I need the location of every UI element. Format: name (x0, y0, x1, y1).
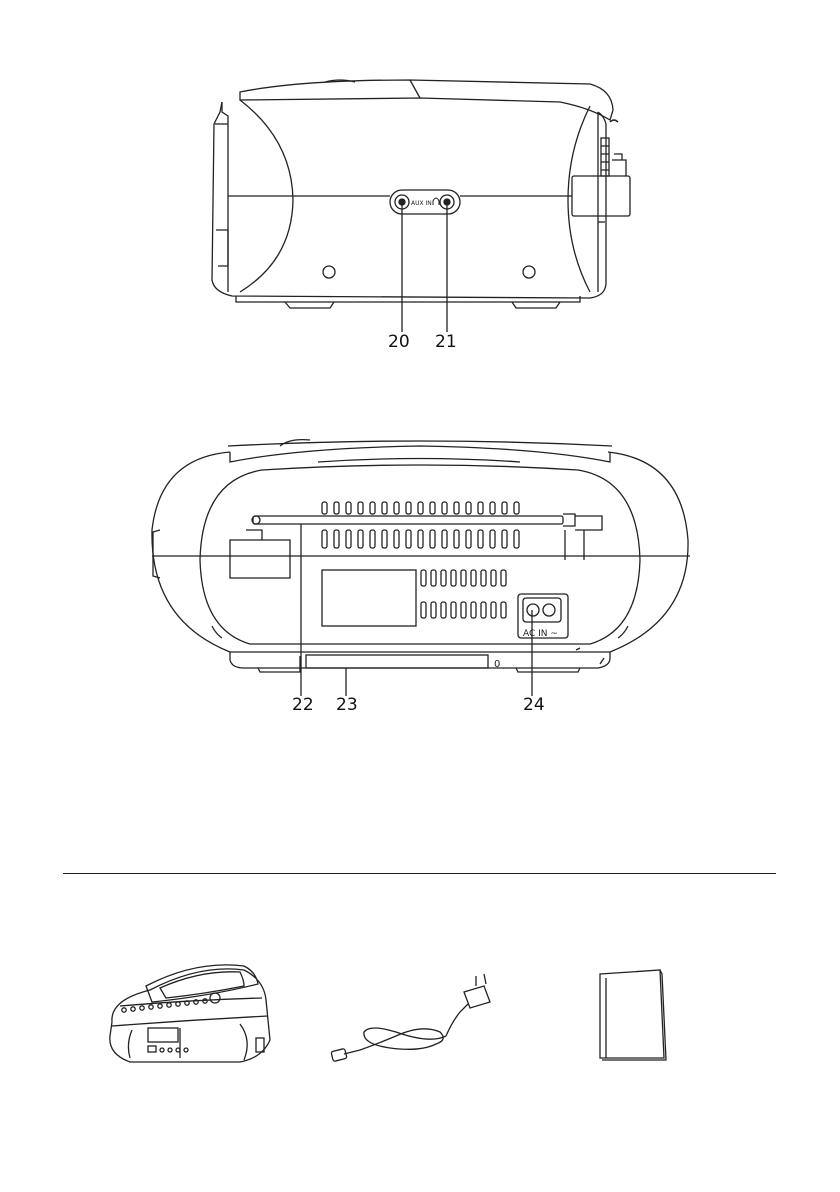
aux-in-label: AUX IN (411, 200, 432, 207)
jack-panel (390, 190, 460, 214)
section-divider (63, 873, 776, 874)
callout-20: 20 (388, 332, 410, 352)
ac-in-label: AC IN ~ (523, 629, 558, 639)
vent-slots-middle (322, 530, 519, 548)
ac-socket (518, 594, 568, 639)
side-leader-lines (402, 202, 447, 332)
callout-21: 21 (435, 332, 457, 352)
callout-23: 23 (336, 695, 358, 715)
callout-22: 22 (292, 695, 314, 715)
boombox-unit-illustration (110, 965, 270, 1062)
instruction-manual-illustration (600, 970, 666, 1060)
battery-door-mark: 0 (494, 659, 501, 670)
headphone-icon (433, 198, 439, 205)
vent-slots-top (322, 502, 519, 514)
rear-view-body (152, 440, 690, 672)
side-view-body (212, 80, 630, 308)
vent-slots-lower (421, 570, 506, 618)
power-cord-illustration (331, 974, 490, 1062)
callout-24: 24 (523, 695, 545, 715)
